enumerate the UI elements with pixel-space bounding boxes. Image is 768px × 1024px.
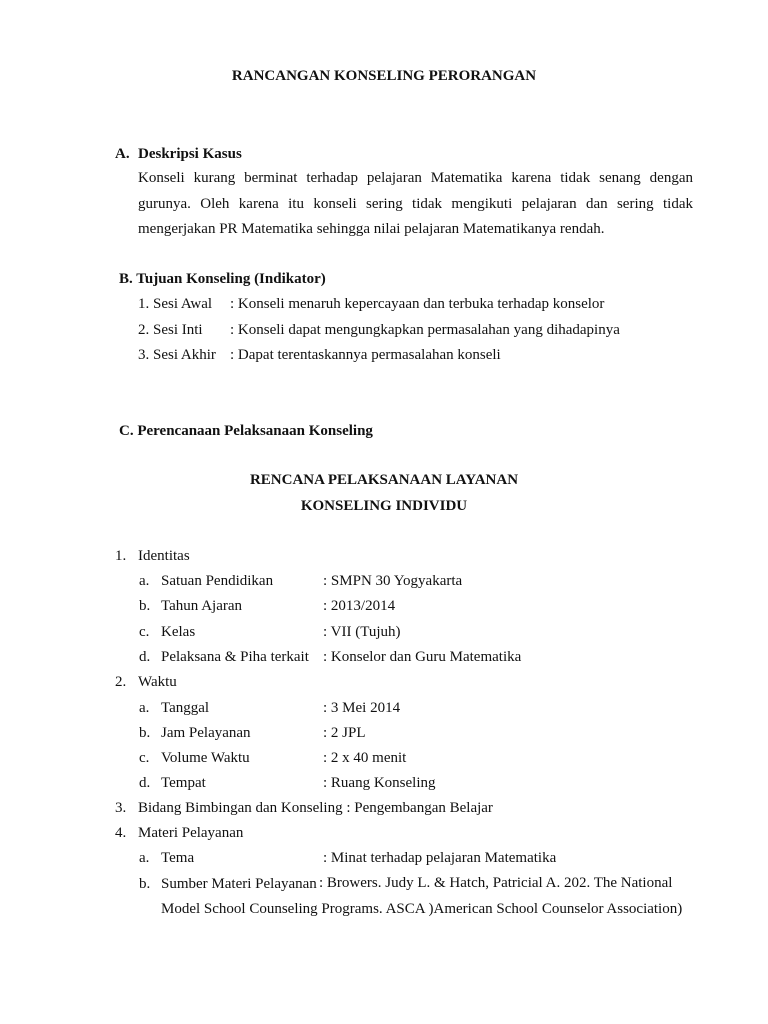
- field-label: Satuan Pendidikan: [161, 573, 274, 589]
- sub-letter: a.: [139, 700, 150, 716]
- sub-letter: a.: [139, 850, 150, 866]
- list-item-identitas: Identitas: [138, 548, 190, 564]
- field-label: Pelaksana & Piha terkait: [161, 649, 309, 665]
- sub-letter: d.: [139, 775, 151, 791]
- goal-value-sesi-akhir: : Dapat terentaskannya permasalahan konseli: [230, 347, 501, 363]
- field-value: : Konselor dan Guru Matematika: [323, 649, 522, 665]
- sub-letter: a.: [139, 573, 150, 589]
- sub-letter: b.: [139, 598, 151, 614]
- goal-value-sesi-awal: : Konseli menaruh kepercayaan dan terbuka terhadap konselor: [230, 296, 605, 312]
- list-number: 3.: [115, 800, 127, 816]
- sub-letter: b.: [139, 876, 151, 892]
- field-value: : Minat terhadap pelajaran Matematika: [323, 850, 557, 866]
- field-value: : 2013/2014: [323, 598, 396, 614]
- list-number: 1.: [115, 548, 127, 564]
- goal-number: 2.: [138, 322, 150, 338]
- goal-label-sesi-awal: Sesi Awal: [153, 296, 213, 312]
- section-a-letter: A.: [115, 146, 130, 162]
- field-value: : VII (Tujuh): [323, 624, 401, 640]
- field-value: : SMPN 30 Yogyakarta: [323, 573, 463, 589]
- section-b-heading: B. Tujuan Konseling (Indikator): [119, 271, 326, 287]
- sub-letter: b.: [139, 725, 151, 741]
- goal-label-sesi-akhir: Sesi Akhir: [153, 347, 216, 363]
- sub-letter: d.: [139, 649, 151, 665]
- field-value-sumber-materi: : Browers. Judy L. & Hatch, Patricial A. 202. The National Model School Counseling Programs. ASCA )American School Counselor Association): [161, 875, 683, 917]
- field-label: Jam Pelayanan: [161, 725, 251, 741]
- field-label: Kelas: [161, 624, 196, 640]
- sub-letter: c.: [139, 624, 150, 640]
- section-a-heading: Deskripsi Kasus: [138, 146, 242, 162]
- field-value: : 2 x 40 menit: [323, 750, 407, 766]
- case-description-paragraph: Konseli kurang berminat terhadap pelajaran Matematika karena tidak senang dengan gurunya. Oleh karena itu konseli sering tidak mengikuti pelajaran dan sering tidak mengerjakan PR Matematika sehingga nilai pelajaran Matematikanya rendah.: [138, 170, 693, 237]
- field-label: Tempat: [161, 775, 206, 791]
- field-value: : Ruang Konseling: [323, 775, 436, 791]
- field-label: Tahun Ajaran: [161, 598, 243, 614]
- sub-letter: c.: [139, 750, 150, 766]
- list-item-materi: Materi Pelayanan: [138, 825, 244, 841]
- field-value: : 3 Mei 2014: [323, 700, 401, 716]
- goal-number: 3.: [138, 347, 150, 363]
- subtitle-line-1: RENCANA PELAKSANAAN LAYANAN: [249, 472, 519, 488]
- section-c-heading: C. Perencanaan Pelaksanaan Konseling: [119, 423, 373, 439]
- field-label: Tema: [161, 850, 195, 866]
- field-value: : 2 JPL: [323, 725, 366, 741]
- list-item-bidang: Bidang Bimbingan dan Konseling : Pengembangan Belajar: [138, 800, 493, 816]
- document-title: RANCANGAN KONSELING PERORANGAN: [231, 68, 537, 84]
- list-number: 4.: [115, 825, 127, 841]
- list-item-waktu: Waktu: [138, 674, 177, 690]
- field-label: Tanggal: [161, 700, 210, 716]
- goal-number: 1.: [138, 296, 150, 312]
- field-label: Sumber Materi Pelayanan: [161, 876, 317, 892]
- goal-value-sesi-inti: : Konseli dapat mengungkapkan permasalahan yang dihadapinya: [230, 322, 620, 338]
- subtitle-line-2: KONSELING INDIVIDU: [300, 498, 468, 514]
- list-number: 2.: [115, 674, 127, 690]
- goal-label-sesi-inti: Sesi Inti: [153, 322, 203, 338]
- field-label: Volume Waktu: [161, 750, 250, 766]
